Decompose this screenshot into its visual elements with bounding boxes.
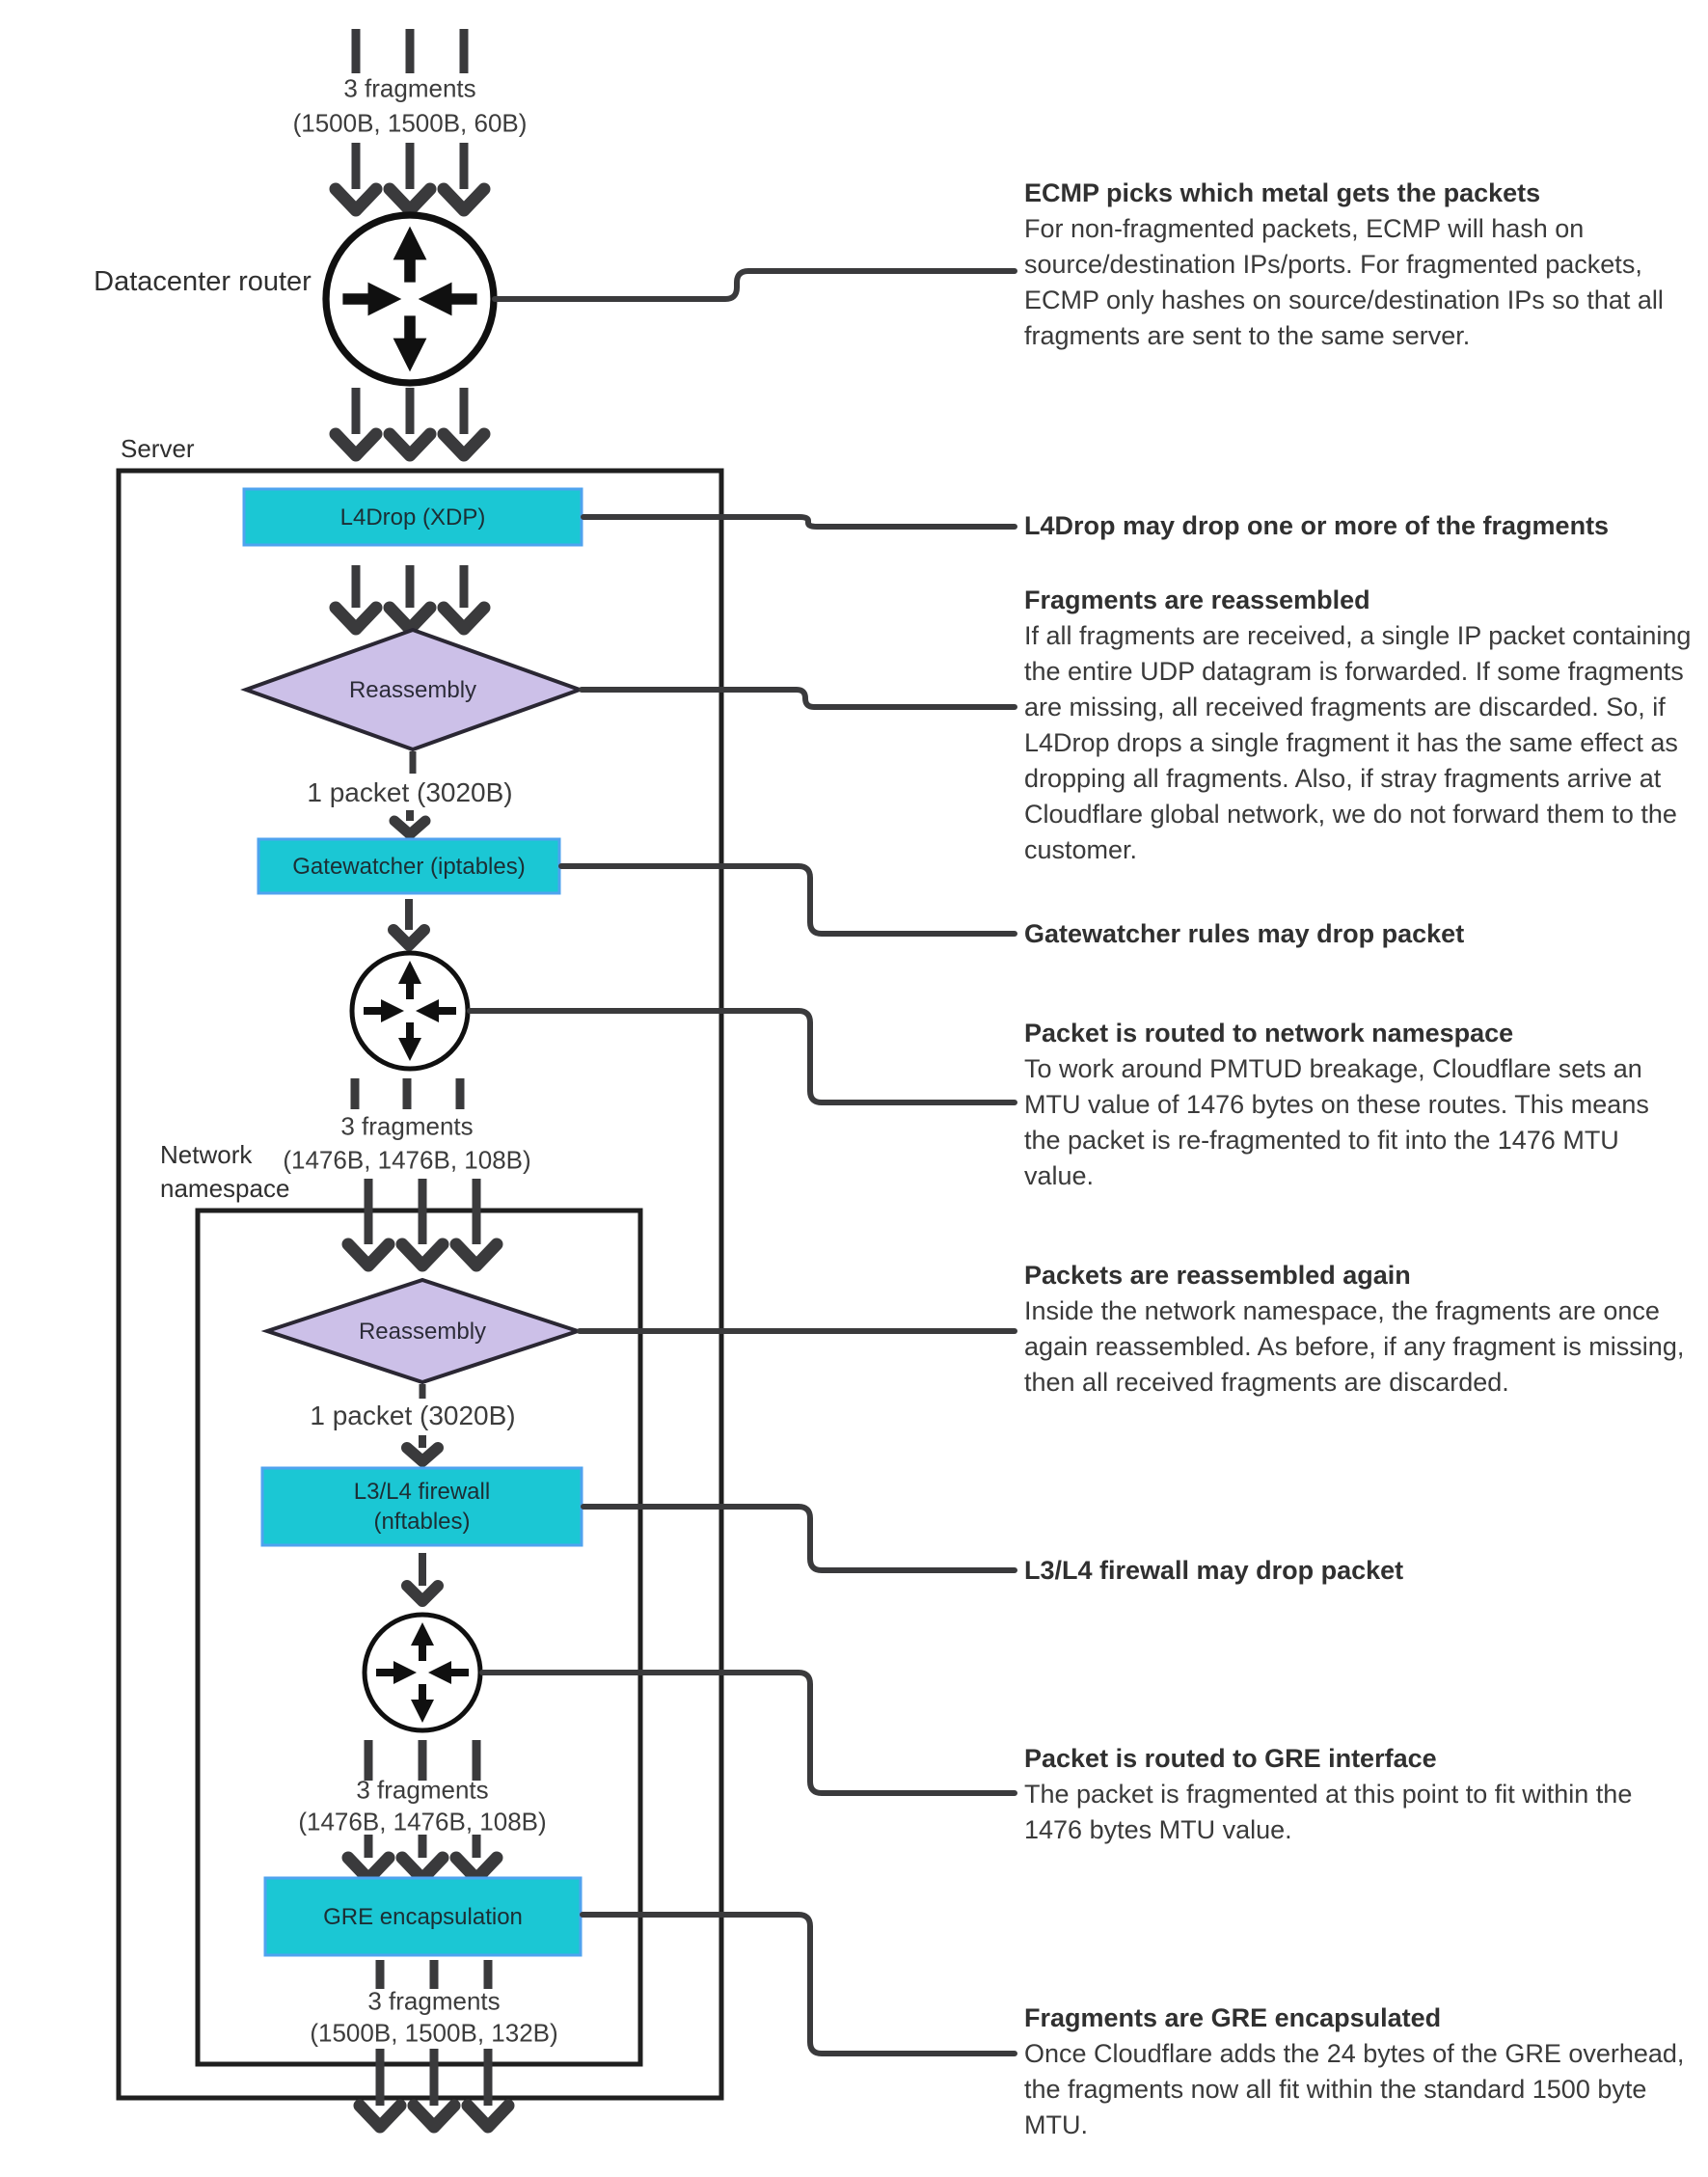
annotation-reassembled-again xyxy=(1024,1258,1692,1401)
annotation-body: If all fragments are received, a single IP packet containing the entire UDP datagram is forwarded. If some fragments are missing, all received fragments are discarded. So, if L4Drop drops a single fragment it has the same effect as dropping all fragments. Also, if stray fragments arrive at Cloudflare global network, we do not forward them to the customer. xyxy=(1024,621,1692,864)
annotation-heading: L3/L4 firewall may drop packet xyxy=(1024,1556,1404,1585)
annotation-heading: ECMP picks which metal gets the packets xyxy=(1024,178,1541,207)
annotation-body: Once Cloudflare adds the 24 bytes of the GRE overhead, the fragments now all fit within the standard 1500 byte MTU. xyxy=(1024,2039,1685,2139)
arrow-into-l3l4 xyxy=(407,1435,438,1461)
out-fragments-sizes: (1500B, 1500B, 132B) xyxy=(310,2018,558,2048)
annotation-routed-gre xyxy=(1024,1741,1692,1848)
connector-gatewatcher xyxy=(561,866,1015,934)
annotation-body: The packet is fragmented at this point to fit within the 1476 bytes MTU value. xyxy=(1024,1780,1633,1844)
annotation-heading: Packet is routed to network namespace xyxy=(1024,1019,1514,1048)
top-fragments-label: 3 fragments xyxy=(343,73,476,103)
connector-ecmp xyxy=(495,271,1015,299)
datacenter-router-label: Datacenter router xyxy=(94,266,312,297)
gre-out-bars xyxy=(380,1960,488,1989)
annotation-body: To work around PMTUD breakage, Cloudflare sets an MTU value of 1476 bytes on these routes. This means the packet is re-fragmented to fit into the 1476 MTU value. xyxy=(1024,1054,1649,1190)
annotation-gatewatcher xyxy=(1024,916,1692,952)
arrows-into-gre xyxy=(348,1835,497,1879)
annotation-heading: Packet is routed to GRE interface xyxy=(1024,1744,1437,1773)
annotation-heading: Packets are reassembled again xyxy=(1024,1261,1411,1290)
reassembly2-label: Reassembly xyxy=(358,1319,487,1345)
gre-encapsulation-label: GRE encapsulation xyxy=(323,1903,523,1930)
annotation-l4drop xyxy=(1024,508,1692,544)
arrows-into-router xyxy=(336,143,484,210)
l3l4-firewall-label xyxy=(262,1468,582,1545)
l3l4-label-line1: L3/L4 firewall xyxy=(353,1479,491,1505)
server-label: Server xyxy=(121,434,195,463)
exit-arrows xyxy=(360,2049,508,2127)
annotation-ecmp xyxy=(1024,176,1692,354)
top-fragment-bars xyxy=(356,29,464,73)
arrows-into-server xyxy=(336,388,484,455)
arrow-into-route-icon-2 xyxy=(407,1553,438,1601)
annotation-heading: Fragments are reassembled xyxy=(1024,585,1370,614)
refragmented-label-2: 3 fragments xyxy=(356,1775,489,1805)
connector-l3l4 xyxy=(583,1507,1015,1570)
refragment-bars-1 xyxy=(355,1078,460,1109)
l3l4-label-line2: (nftables) xyxy=(373,1509,471,1535)
datacenter-router-icon xyxy=(326,215,494,383)
l4drop-label: L4Drop (XDP) xyxy=(339,503,486,531)
annotation-body: Inside the network namespace, the fragments are once again reassembled. As before, if any fragment is missing, then all received fragments are discarded. xyxy=(1024,1296,1685,1397)
connector-route2 xyxy=(482,1673,1015,1793)
refragmented-label-1: 3 fragments xyxy=(340,1111,474,1141)
arrows-l4drop-to-reassembly xyxy=(336,565,484,629)
arrow-into-route-icon-1 xyxy=(393,899,424,945)
annotation-heading: Gatewatcher rules may drop packet xyxy=(1024,919,1465,948)
connector-route1 xyxy=(470,1011,1015,1102)
connector-l4drop xyxy=(583,517,1015,527)
route-icon-2 xyxy=(365,1615,480,1730)
reassembly1-label: Reassembly xyxy=(348,677,477,703)
out-fragments-label: 3 fragments xyxy=(367,1986,501,2016)
annotation-heading: Fragments are GRE encapsulated xyxy=(1024,2003,1442,2032)
top-fragments-sizes: (1500B, 1500B, 60B) xyxy=(292,108,528,138)
packet-label-1: 1 packet (3020B) xyxy=(307,777,513,807)
refragmented-sizes-1: (1476B, 1476B, 108B) xyxy=(283,1145,531,1175)
gatewatcher-label: Gatewatcher (iptables) xyxy=(292,853,526,880)
annotation-reassembled xyxy=(1024,583,1692,868)
annotation-routed-namespace xyxy=(1024,1016,1692,1194)
annotation-body: For non-fragmented packets, ECMP will hash on source/destination IPs/ports. For fragmented packets, ECMP only hashes on source/destination IPs so that all fragments are sent to the same server. xyxy=(1024,214,1664,350)
annotation-heading: L4Drop may drop one or more of the fragments xyxy=(1024,511,1610,540)
packet-label-2: 1 packet (3020B) xyxy=(310,1401,516,1430)
connector-reassembly1 xyxy=(582,690,1015,707)
arrow-into-gatewatcher xyxy=(394,810,425,834)
network-namespace-label: Network namespace xyxy=(160,1140,290,1203)
annotation-l3l4 xyxy=(1024,1553,1692,1589)
arrows-into-namespace xyxy=(348,1179,497,1265)
annotation-gre-encapsulated xyxy=(1024,2000,1692,2143)
route-icon-1 xyxy=(352,953,468,1069)
refragmented-sizes-2: (1476B, 1476B, 108B) xyxy=(298,1807,547,1837)
connector-gre xyxy=(583,1915,1015,2054)
